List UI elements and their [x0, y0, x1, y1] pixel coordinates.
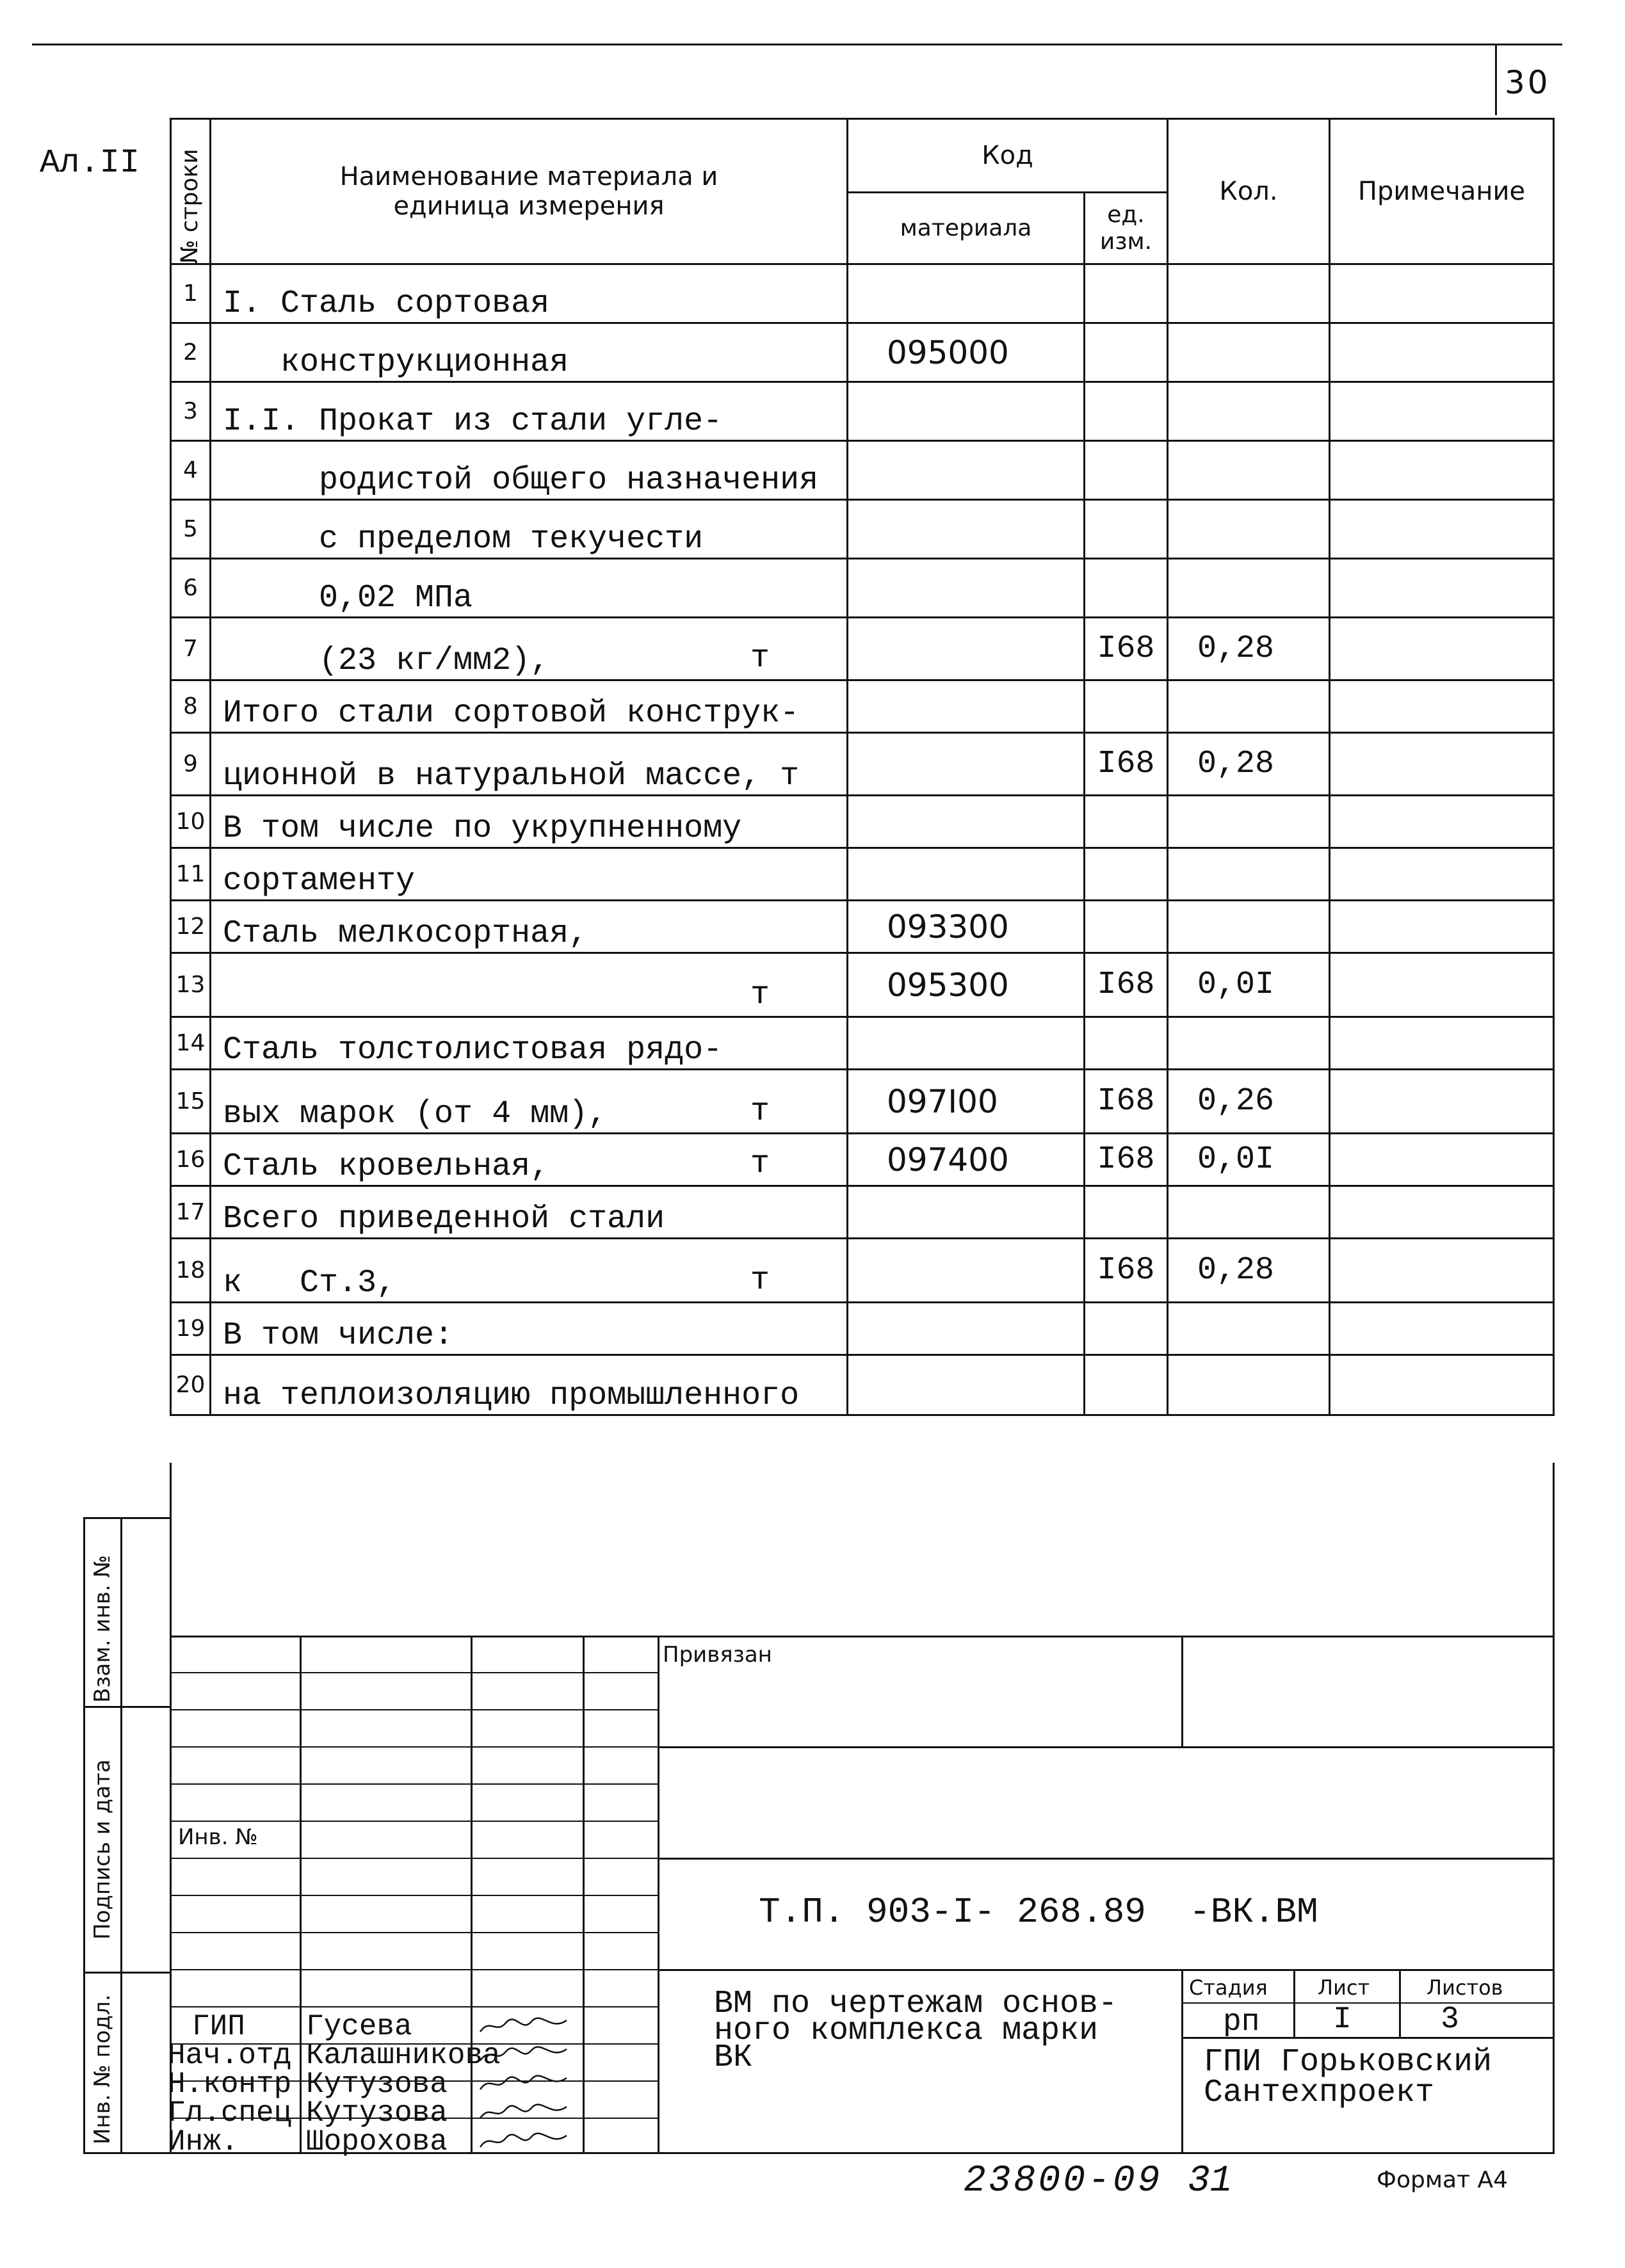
unit-code: [1085, 1355, 1168, 1415]
note: [1330, 1070, 1554, 1134]
note: [1330, 618, 1554, 680]
material-code: [848, 733, 1085, 796]
side-strip-sep1: [83, 1706, 172, 1708]
col-code-material-header: материала: [848, 193, 1085, 264]
quantity: [1168, 1186, 1330, 1239]
note: [1330, 733, 1554, 796]
quantity: [1168, 1017, 1330, 1070]
note: [1330, 441, 1554, 500]
material-code: [848, 441, 1085, 500]
signatory-name: Шорохова: [306, 2125, 448, 2159]
material-code: [848, 264, 1085, 323]
sheets-label: Листов: [1427, 1975, 1503, 2000]
note: [1330, 1186, 1554, 1239]
unit-mark: т: [750, 1093, 770, 1130]
note: [1330, 264, 1554, 323]
material-code: 093300: [848, 901, 1085, 953]
unit-code: [1085, 1017, 1168, 1070]
material-name: I. Сталь сортовая: [211, 264, 848, 323]
quantity: [1168, 680, 1330, 733]
row-number: 4: [171, 441, 211, 500]
unit-code: [1085, 848, 1168, 901]
table-row: [171, 733, 1554, 796]
row-number: 2: [171, 323, 211, 382]
row-number: 18: [171, 1239, 211, 1303]
tb-left-row4: [170, 1783, 658, 1785]
table-row: [171, 1355, 1554, 1415]
tb-left-row6: [170, 1858, 658, 1859]
material-name: вых марок (от 4 мм), т: [211, 1070, 848, 1134]
stage-value: рп: [1223, 2005, 1260, 2039]
note: [1330, 500, 1554, 559]
unit-code: [1085, 323, 1168, 382]
row-number: 12: [171, 901, 211, 953]
quantity: [1168, 1303, 1330, 1355]
unit-mark: т: [750, 640, 770, 677]
table-row: [171, 1017, 1554, 1070]
signatory-role: Гл.спец: [168, 2096, 292, 2130]
material-code: 095300: [848, 953, 1085, 1017]
handwritten-signature: [477, 2073, 573, 2095]
material-code: 095000: [848, 323, 1085, 382]
tb-left-row2: [170, 1709, 658, 1710]
row-number: 15: [171, 1070, 211, 1134]
row-number: 20: [171, 1355, 211, 1415]
unit-mark: т: [750, 1262, 770, 1299]
materials-table: [170, 118, 1555, 1416]
stage-label: Стадия: [1189, 1975, 1268, 2000]
handwritten-signature: [477, 2044, 573, 2066]
organization: ГПИ Горьковский Сантехпроект: [1204, 2044, 1492, 2111]
quantity: [1168, 901, 1330, 953]
page-ref: 31: [1188, 2160, 1233, 2202]
unit-code: [1085, 1186, 1168, 1239]
side-label-podpis: Подпись и дата: [90, 1759, 115, 1940]
material-code: [848, 618, 1085, 680]
signatory-name: Гусева: [306, 2010, 412, 2043]
table-body: [171, 264, 1554, 1415]
row-number: 1: [171, 264, 211, 323]
tb-stage-vert2: [1399, 1969, 1401, 2038]
unit-code: [1085, 680, 1168, 733]
note: [1330, 1134, 1554, 1186]
material-name: Всего приведенной стали: [211, 1186, 848, 1239]
quantity: [1168, 848, 1330, 901]
quantity: [1168, 323, 1330, 382]
side-label-vzam: Взам. инв. №: [90, 1555, 115, 1703]
signatory-role: Н.контр: [168, 2068, 292, 2101]
material-name: [211, 953, 848, 1017]
material-code: [848, 382, 1085, 441]
table-row: [171, 441, 1554, 500]
tb-top: [170, 1636, 1555, 1637]
unit-code: [1085, 559, 1168, 618]
document-code: Т.П. 903-I- 268.89 -ВК.ВМ: [759, 1892, 1318, 1933]
side-strip-mid: [120, 1517, 122, 2154]
format-label: Формат А4: [1377, 2167, 1508, 2193]
quantity: 0,28: [1168, 733, 1330, 796]
row-number: 8: [171, 680, 211, 733]
tb-right-vert-stage: [1181, 1969, 1183, 2154]
material-name: родистой общего назначения: [211, 441, 848, 500]
signatory-role: Инж.: [168, 2125, 239, 2159]
tb-right-row3: [658, 1969, 1555, 1971]
material-code: [848, 848, 1085, 901]
row-number: 10: [171, 796, 211, 848]
signatory-role: ГИП: [192, 2010, 245, 2043]
note: [1330, 1355, 1554, 1415]
col-row-no: [171, 119, 211, 264]
note: [1330, 848, 1554, 901]
side-strip-bottom: [83, 2152, 172, 2154]
note: [1330, 680, 1554, 733]
table-row: [171, 796, 1554, 848]
table-row: [171, 559, 1554, 618]
note: [1330, 323, 1554, 382]
document-title: ВМ по чертежам основ- ного комплекса марки ВК: [714, 1986, 1118, 2076]
material-code: [848, 1017, 1085, 1070]
table-row: [171, 382, 1554, 441]
tb-vert-right: [1181, 1636, 1183, 1748]
quantity: [1168, 1355, 1330, 1415]
table-row: [171, 1186, 1554, 1239]
col-name-header: Наименование материала и единица измерения: [211, 119, 848, 264]
material-code: [848, 1186, 1085, 1239]
quantity: [1168, 796, 1330, 848]
unit-code: I68: [1085, 1239, 1168, 1303]
row-number: 14: [171, 1017, 211, 1070]
tb-stage-vert1: [1293, 1969, 1295, 2038]
quantity: 0,0I: [1168, 953, 1330, 1017]
handwritten-signature: [477, 2130, 573, 2152]
tb-left-row5: [170, 1821, 658, 1822]
side-strip-sep2: [83, 1972, 172, 1974]
material-code: [848, 1355, 1085, 1415]
signatory-name: Кутузова: [306, 2068, 448, 2101]
table-row: [171, 1303, 1554, 1355]
unit-code: [1085, 901, 1168, 953]
appendix-label: Ал.II: [40, 144, 140, 182]
material-code: 097I00: [848, 1070, 1085, 1134]
tb-left-row9: [170, 1969, 658, 1970]
table-row: [171, 680, 1554, 733]
material-name: (23 кг/мм2), т: [211, 618, 848, 680]
note: [1330, 953, 1554, 1017]
signatory-name: Кутузова: [306, 2096, 448, 2130]
material-name: к Ст.3, т: [211, 1239, 848, 1303]
material-name: конструкционная: [211, 323, 848, 382]
row-number: 16: [171, 1134, 211, 1186]
unit-code: [1085, 382, 1168, 441]
tb-left-row3: [170, 1746, 658, 1748]
quantity: [1168, 500, 1330, 559]
note: [1330, 1239, 1554, 1303]
material-code: 097400: [848, 1134, 1085, 1186]
side-label-inv-podl: Инв. № подл.: [90, 1994, 115, 2144]
unit-code: [1085, 264, 1168, 323]
signatory-name: Калашникова: [306, 2039, 501, 2072]
material-code: [848, 796, 1085, 848]
side-strip-top: [83, 1517, 172, 1519]
handwritten-signature: [477, 2102, 573, 2123]
table-row: [171, 953, 1554, 1017]
row-number: 19: [171, 1303, 211, 1355]
material-code: [848, 1239, 1085, 1303]
table-row: [171, 500, 1554, 559]
quantity: [1168, 382, 1330, 441]
material-name: ционной в натуральной массе, т: [211, 733, 848, 796]
col-row-no-label: № строки: [177, 149, 203, 264]
material-name: Итого стали сортовой конструк-: [211, 680, 848, 733]
material-name: Сталь кровельная, т: [211, 1134, 848, 1186]
note: [1330, 382, 1554, 441]
note: [1330, 901, 1554, 953]
tb-left-row1: [170, 1672, 658, 1673]
tb-left-row7: [170, 1895, 658, 1896]
frame-right: [1553, 1463, 1555, 2154]
privyazan-label: Привязан: [663, 1642, 772, 1668]
tb-stage-row1: [1181, 2002, 1555, 2004]
note: [1330, 796, 1554, 848]
signatory-role: Нач.отд: [168, 2039, 292, 2072]
table-row: [171, 848, 1554, 901]
tb-right-row2: [658, 1858, 1555, 1860]
col-note-header: Примечание: [1330, 119, 1554, 264]
unit-mark: т: [750, 977, 770, 1013]
sheet-label: Лист: [1318, 1975, 1370, 2000]
unit-code: I68: [1085, 953, 1168, 1017]
top-rule: [32, 44, 1562, 45]
table-row: [171, 1239, 1554, 1303]
quantity: [1168, 441, 1330, 500]
table-row: [171, 618, 1554, 680]
side-strip-left: [83, 1517, 85, 2154]
material-code: [848, 559, 1085, 618]
quantity: 0,28: [1168, 1239, 1330, 1303]
material-name: на теплоизоляцию промышленного: [211, 1355, 848, 1415]
sheets-value: 3: [1441, 2002, 1459, 2037]
material-name: 0,02 МПа: [211, 559, 848, 618]
page-number: 30: [1505, 64, 1551, 101]
row-number: 5: [171, 500, 211, 559]
material-name: сортаменту: [211, 848, 848, 901]
sheet-value: I: [1333, 2002, 1352, 2037]
col-code-unit-header: ед. изм.: [1085, 193, 1168, 264]
unit-code: [1085, 441, 1168, 500]
unit-mark: т: [750, 1146, 770, 1182]
material-name: Сталь толстолистовая рядо-: [211, 1017, 848, 1070]
unit-code: I68: [1085, 1070, 1168, 1134]
table-row: [171, 901, 1554, 953]
col-code-header: Код: [848, 119, 1168, 193]
row-number: 9: [171, 733, 211, 796]
quantity: [1168, 559, 1330, 618]
table-row: [171, 1134, 1554, 1186]
quantity: [1168, 264, 1330, 323]
tb-left-row10: [170, 2006, 658, 2007]
material-code: [848, 500, 1085, 559]
row-number: 11: [171, 848, 211, 901]
quantity: 0,0I: [1168, 1134, 1330, 1186]
unit-code: [1085, 796, 1168, 848]
unit-code: [1085, 500, 1168, 559]
unit-code: I68: [1085, 1134, 1168, 1186]
inv-no-label: Инв. №: [178, 1824, 258, 1850]
tb-vert-main: [658, 1636, 659, 2154]
material-code: [848, 1303, 1085, 1355]
note: [1330, 1017, 1554, 1070]
quantity: 0,28: [1168, 618, 1330, 680]
material-name: с пределом текучести: [211, 500, 848, 559]
row-number: 17: [171, 1186, 211, 1239]
note: [1330, 1303, 1554, 1355]
material-name: В том числе:: [211, 1303, 848, 1355]
archive-number: 23800-09: [964, 2160, 1163, 2202]
col-qty-header: Кол.: [1168, 119, 1330, 264]
unit-code: I68: [1085, 733, 1168, 796]
material-name: В том числе по укрупненному: [211, 796, 848, 848]
page-number-box-left: [1495, 44, 1497, 115]
unit-code: I68: [1085, 618, 1168, 680]
tb-right-row1: [658, 1746, 1555, 1748]
material-name: I.I. Прокат из стали угле-: [211, 382, 848, 441]
row-number: 13: [171, 953, 211, 1017]
row-number: 6: [171, 559, 211, 618]
table-row: [171, 264, 1554, 323]
quantity: 0,26: [1168, 1070, 1330, 1134]
table-row: [171, 1070, 1554, 1134]
tb-left-row8: [170, 1932, 658, 1933]
material-name: Сталь мелкосортная,: [211, 901, 848, 953]
table-row: [171, 323, 1554, 382]
material-code: [848, 680, 1085, 733]
note: [1330, 559, 1554, 618]
handwritten-signature: [477, 2015, 573, 2037]
row-number: 7: [171, 618, 211, 680]
row-number: 3: [171, 382, 211, 441]
unit-code: [1085, 1303, 1168, 1355]
